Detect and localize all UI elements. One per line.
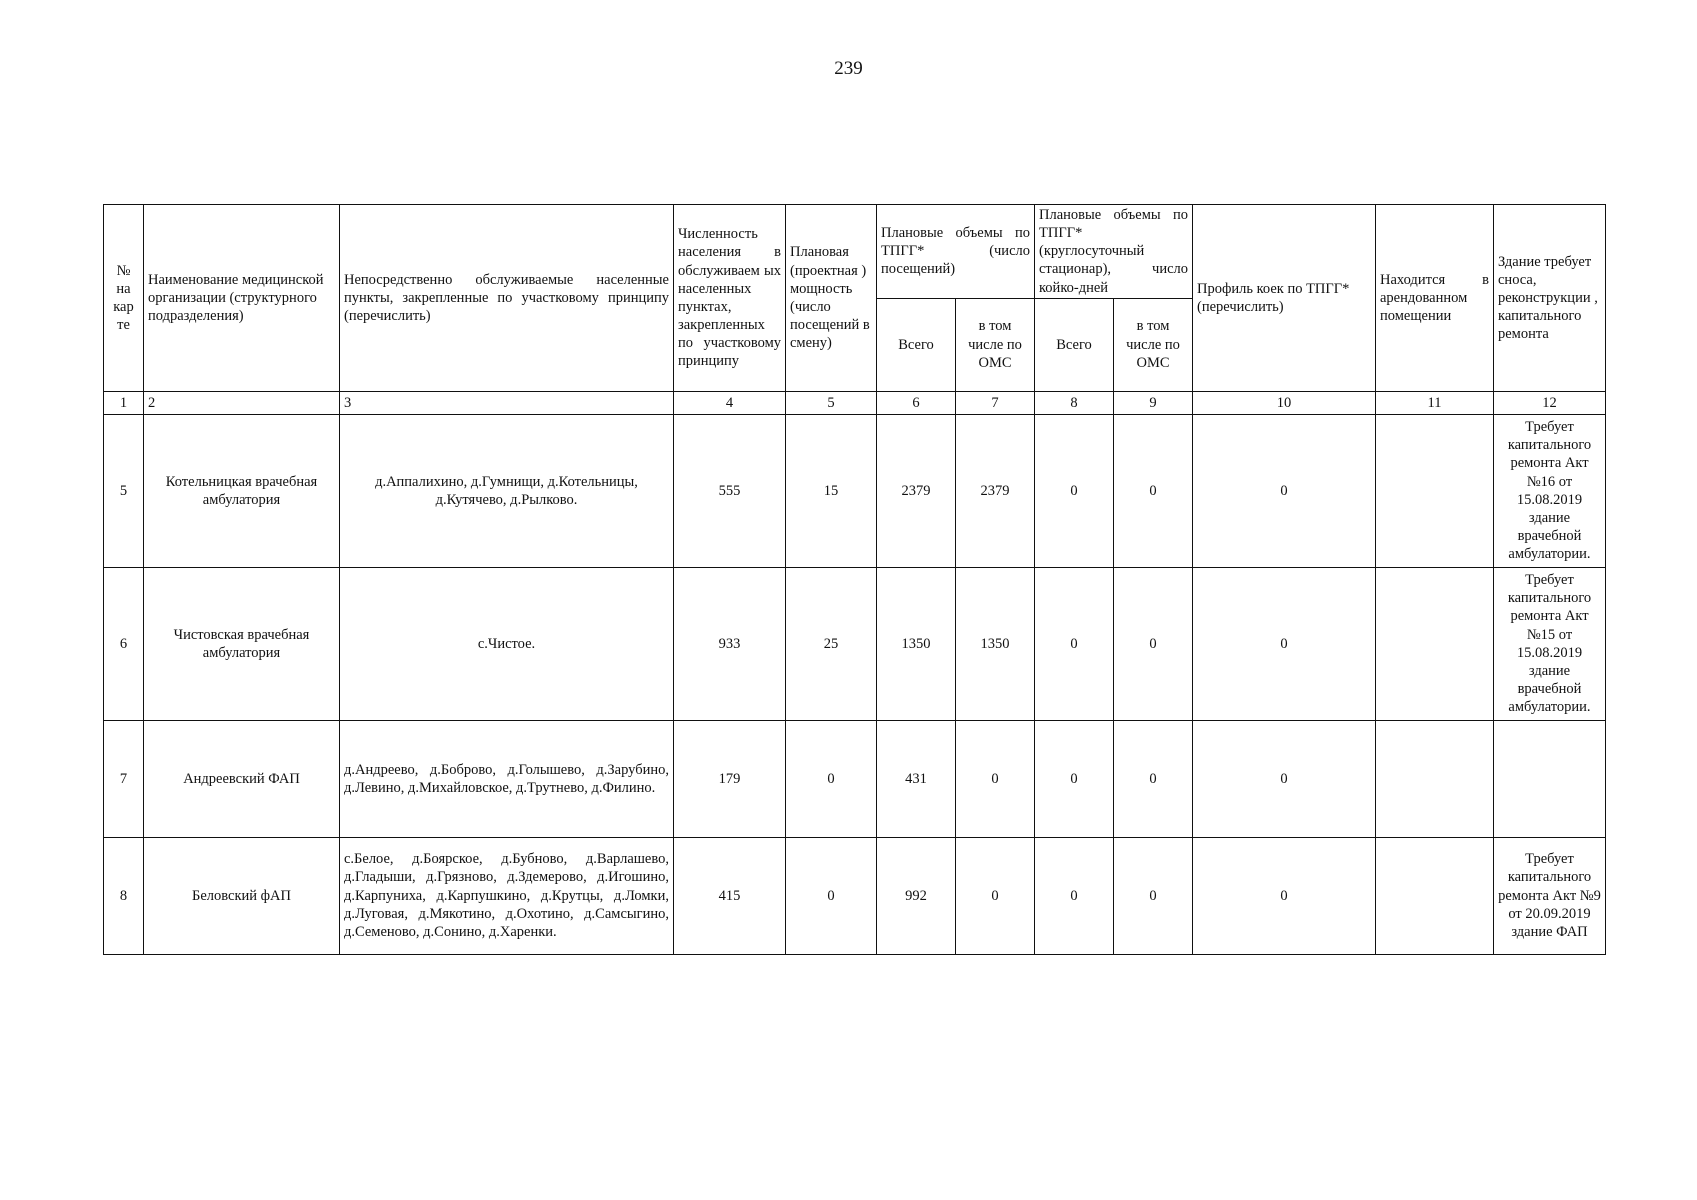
row-population: 179 [674,720,786,837]
column-number: 11 [1376,391,1494,414]
column-number: 4 [674,391,786,414]
column-number: 5 [786,391,877,414]
header-beddays-oms: в том числе по ОМС [1114,298,1193,391]
header-capacity: Плановая (проектная ) мощность (число посещений в смену) [786,205,877,392]
table-row [104,837,1606,954]
row-visits-total: 2379 [877,414,956,567]
column-number: 2 [144,391,340,414]
row-beddays-oms: 0 [1114,720,1193,837]
row-beddays-oms: 0 [1114,567,1193,720]
row-visits-total: 992 [877,837,956,954]
table-row [104,567,1606,720]
row-bed-profile: 0 [1193,567,1376,720]
row-bed-profile: 0 [1193,720,1376,837]
header-beddays-total: Всего [1035,298,1114,391]
row-settlements: д.Андреево, д.Боброво, д.Голышево, д.Зарубино, д.Левино, д.Михайловское, д.Трутнево, д.Филино. [340,720,674,837]
column-number: 3 [340,391,674,414]
row-capacity: 25 [786,567,877,720]
table-row [104,720,1606,837]
column-number: 8 [1035,391,1114,414]
row-building-status: Требует капитального ремонта Акт №9 от 20.09.2019 здание ФАП [1494,837,1606,954]
row-capacity: 15 [786,414,877,567]
header-visits-group: Плановые объемы по ТПГГ* (число посещений) [877,205,1035,299]
row-map-number: 5 [104,414,144,567]
row-building-status: Требует капитального ремонта Акт №15 от 15.08.2019 здание врачебной амбулатории. [1494,567,1606,720]
row-beddays-total: 0 [1035,837,1114,954]
row-organization-name: Котельницкая врачебная амбулатория [144,414,340,567]
row-organization-name: Чистовская врачебная амбулатория [144,567,340,720]
row-rented [1376,837,1494,954]
row-building-status [1494,720,1606,837]
row-capacity: 0 [786,720,877,837]
row-settlements: с.Чистое. [340,567,674,720]
header-population: Численность населения в обслуживаем ых населенных пунктах, закрепленных по участковому принципу [674,205,786,392]
column-number: 9 [1114,391,1193,414]
header-visits-oms: в том числе по ОМС [956,298,1035,391]
row-visits-total: 431 [877,720,956,837]
row-capacity: 0 [786,837,877,954]
row-visits-oms: 1350 [956,567,1035,720]
row-map-number: 7 [104,720,144,837]
header-building-status: Здание требует сноса, реконструкции , капитального ремонта [1494,205,1606,392]
column-number: 6 [877,391,956,414]
row-rented [1376,414,1494,567]
row-visits-oms: 0 [956,720,1035,837]
row-population: 555 [674,414,786,567]
column-number: 12 [1494,391,1606,414]
row-bed-profile: 0 [1193,414,1376,567]
page-number: 239 [834,58,863,79]
header-row [104,205,1606,299]
row-population: 933 [674,567,786,720]
row-beddays-total: 0 [1035,414,1114,567]
header-beddays-group: Плановые объемы по ТПГГ* (круглосуточный стационар), число койко-дней [1035,205,1193,299]
row-map-number: 6 [104,567,144,720]
table-row [104,414,1606,567]
column-number: 1 [104,391,144,414]
row-map-number: 8 [104,837,144,954]
header-map-number: № на кар те [104,205,144,392]
row-organization-name: Андреевский ФАП [144,720,340,837]
row-visits-total: 1350 [877,567,956,720]
row-visits-oms: 2379 [956,414,1035,567]
row-beddays-oms: 0 [1114,837,1193,954]
row-settlements: д.Аппалихино, д.Гумнищи, д.Котельницы, д.Кутячево, д.Рылково. [340,414,674,567]
row-beddays-oms: 0 [1114,414,1193,567]
column-number: 7 [956,391,1035,414]
row-population: 415 [674,837,786,954]
row-rented [1376,720,1494,837]
header-organization-name: Наименование медицинской организации (структурного подразделения) [144,205,340,392]
row-beddays-total: 0 [1035,720,1114,837]
facilities-table [103,204,1606,955]
header-rented: Находится в арендованном помещении [1376,205,1494,392]
row-settlements: с.Белое, д.Боярское, д.Бубново, д.Варлашево, д.Гладыши, д.Грязново, д.Здемерово, д.Игошино, д.Карпуниха, д.Карпушкино, д.Крутцы, д.Ломки, д.Луговая, д.Мякотино, д.Охотино, д.Самсыгино, д.Семеново, д.Сонино, д.Харенки. [340,837,674,954]
row-building-status: Требует капитального ремонта Акт №16 от 15.08.2019 здание врачебной амбулатории. [1494,414,1606,567]
row-visits-oms: 0 [956,837,1035,954]
column-numbers-row [104,391,1606,414]
row-beddays-total: 0 [1035,567,1114,720]
header-visits-total: Всего [877,298,956,391]
row-rented [1376,567,1494,720]
header-bed-profile: Профиль коек по ТПГГ* (перечислить) [1193,205,1376,392]
row-organization-name: Беловский фАП [144,837,340,954]
column-number: 10 [1193,391,1376,414]
header-settlements: Непосредственно обслуживаемые населенные пункты, закрепленные по участковому принципу (перечислить) [340,205,674,392]
row-bed-profile: 0 [1193,837,1376,954]
